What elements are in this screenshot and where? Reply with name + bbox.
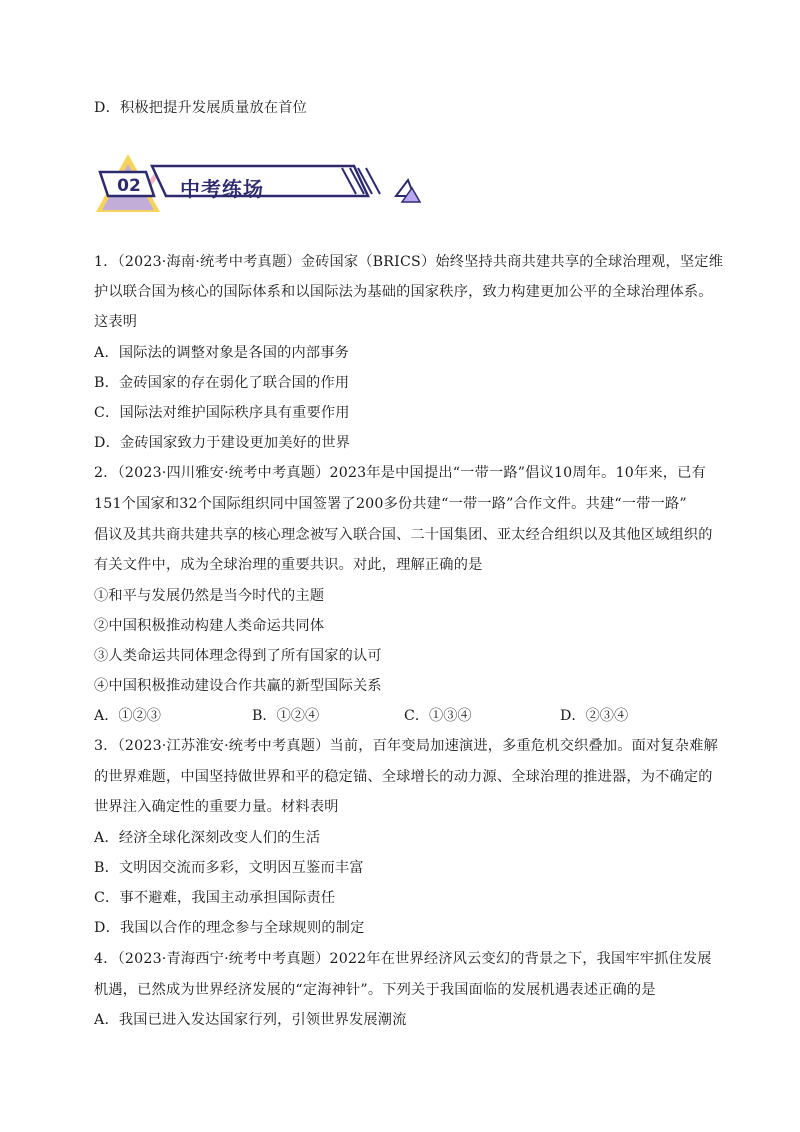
q2-statement: ①和平与发展仍然是当今时代的主题 bbox=[94, 588, 325, 604]
q1-option-d: D．金砖国家致力于建设更加美好的世界 bbox=[94, 435, 351, 451]
q4-stem-line: 4．（2023·青海西宁·统考中考真题）2022年在世界经济风云变幻的背景之下，我国牢牢抓住发展 bbox=[94, 951, 712, 967]
q4-stem-line: 机遇，已然成为世界经济发展的“定海神针”。下列关于我国面临的发展机遇表述正确的是 bbox=[94, 982, 656, 998]
q2-option-d: D．②③④ bbox=[560, 708, 629, 724]
q3-option-a: A．经济全球化深刻改变人们的生活 bbox=[94, 830, 321, 846]
q1-option-a: A．国际法的调整对象是各国的内部事务 bbox=[94, 345, 350, 361]
q2-stem-line: 151个国家和32个国际组织同中国签署了200多份共建“一带一路”合作文件。共建“一带一路” bbox=[94, 496, 687, 512]
q3-option-d: D．我国以合作的理念参与全球规则的制定 bbox=[94, 920, 365, 936]
previous-option-d: D．积极把提升发展质量放在首位 bbox=[94, 100, 308, 116]
q2-option-c: C．①③④ bbox=[404, 708, 472, 724]
q2-stem-line: 有关文件中，成为全球治理的重要共识。对此，理解正确的是 bbox=[94, 557, 483, 573]
q3-stem-line: 的世界难题，中国坚持做世界和平的稳定锚、全球增长的动力源、全球治理的推进器，为不确定的 bbox=[94, 769, 713, 785]
q3-stem-line: 3．（2023·江苏淮安·统考中考真题）当前，百年变局加速演进，多重危机交织叠加。面对复杂难解 bbox=[94, 738, 718, 754]
q2-stem-line: 倡议及其共商共建共享的核心理念被写入联合国、二十国集团、亚太经合组织以及其他区域组织的 bbox=[94, 527, 713, 543]
q1-option-c: C．国际法对维护国际秩序具有重要作用 bbox=[94, 405, 350, 421]
q2-statement: ④中国积极推动建设合作共赢的新型国际关系 bbox=[94, 678, 382, 694]
q1-stem-line: 1．（2023·海南·统考中考真题）金砖国家（BRICS）始终坚持共商共建共享的全球治理观，坚定维 bbox=[94, 254, 724, 270]
q4-option-a: A．我国已进入发达国家行列，引领世界发展潮流 bbox=[94, 1012, 407, 1028]
q3-option-b: B．文明因交流而多彩，文明因互鉴而丰富 bbox=[94, 860, 364, 876]
section-title: 中考练场 bbox=[180, 177, 264, 201]
q1-stem-line: 护以联合国为核心的国际体系和以国际法为基础的国家秩序，致力构建更加公平的全球治理体系。 bbox=[94, 284, 713, 300]
q2-option-b: B．①②④ bbox=[252, 708, 320, 724]
q1-option-b: B．金砖国家的存在弱化了联合国的作用 bbox=[94, 375, 350, 391]
q1-stem-line: 这表明 bbox=[94, 314, 138, 330]
q2-statement: ②中国积极推动构建人类命运共同体 bbox=[94, 618, 325, 634]
banner-hatch bbox=[366, 168, 380, 194]
q3-stem-line: 世界注入确定性的重要力量。材料表明 bbox=[94, 799, 339, 815]
q2-statement: ③人类命运共同体理念得到了所有国家的认可 bbox=[94, 648, 382, 664]
q2-option-a: A．①②③ bbox=[94, 708, 161, 724]
q3-option-c: C．事不避难，我国主动承担国际责任 bbox=[94, 890, 336, 906]
section-number: 02 bbox=[117, 176, 141, 196]
q2-stem-line: 2．（2023·四川雅安·统考中考真题）2023年是中国提出“一带一路”倡议10周年。10年来，已有 bbox=[94, 465, 706, 481]
